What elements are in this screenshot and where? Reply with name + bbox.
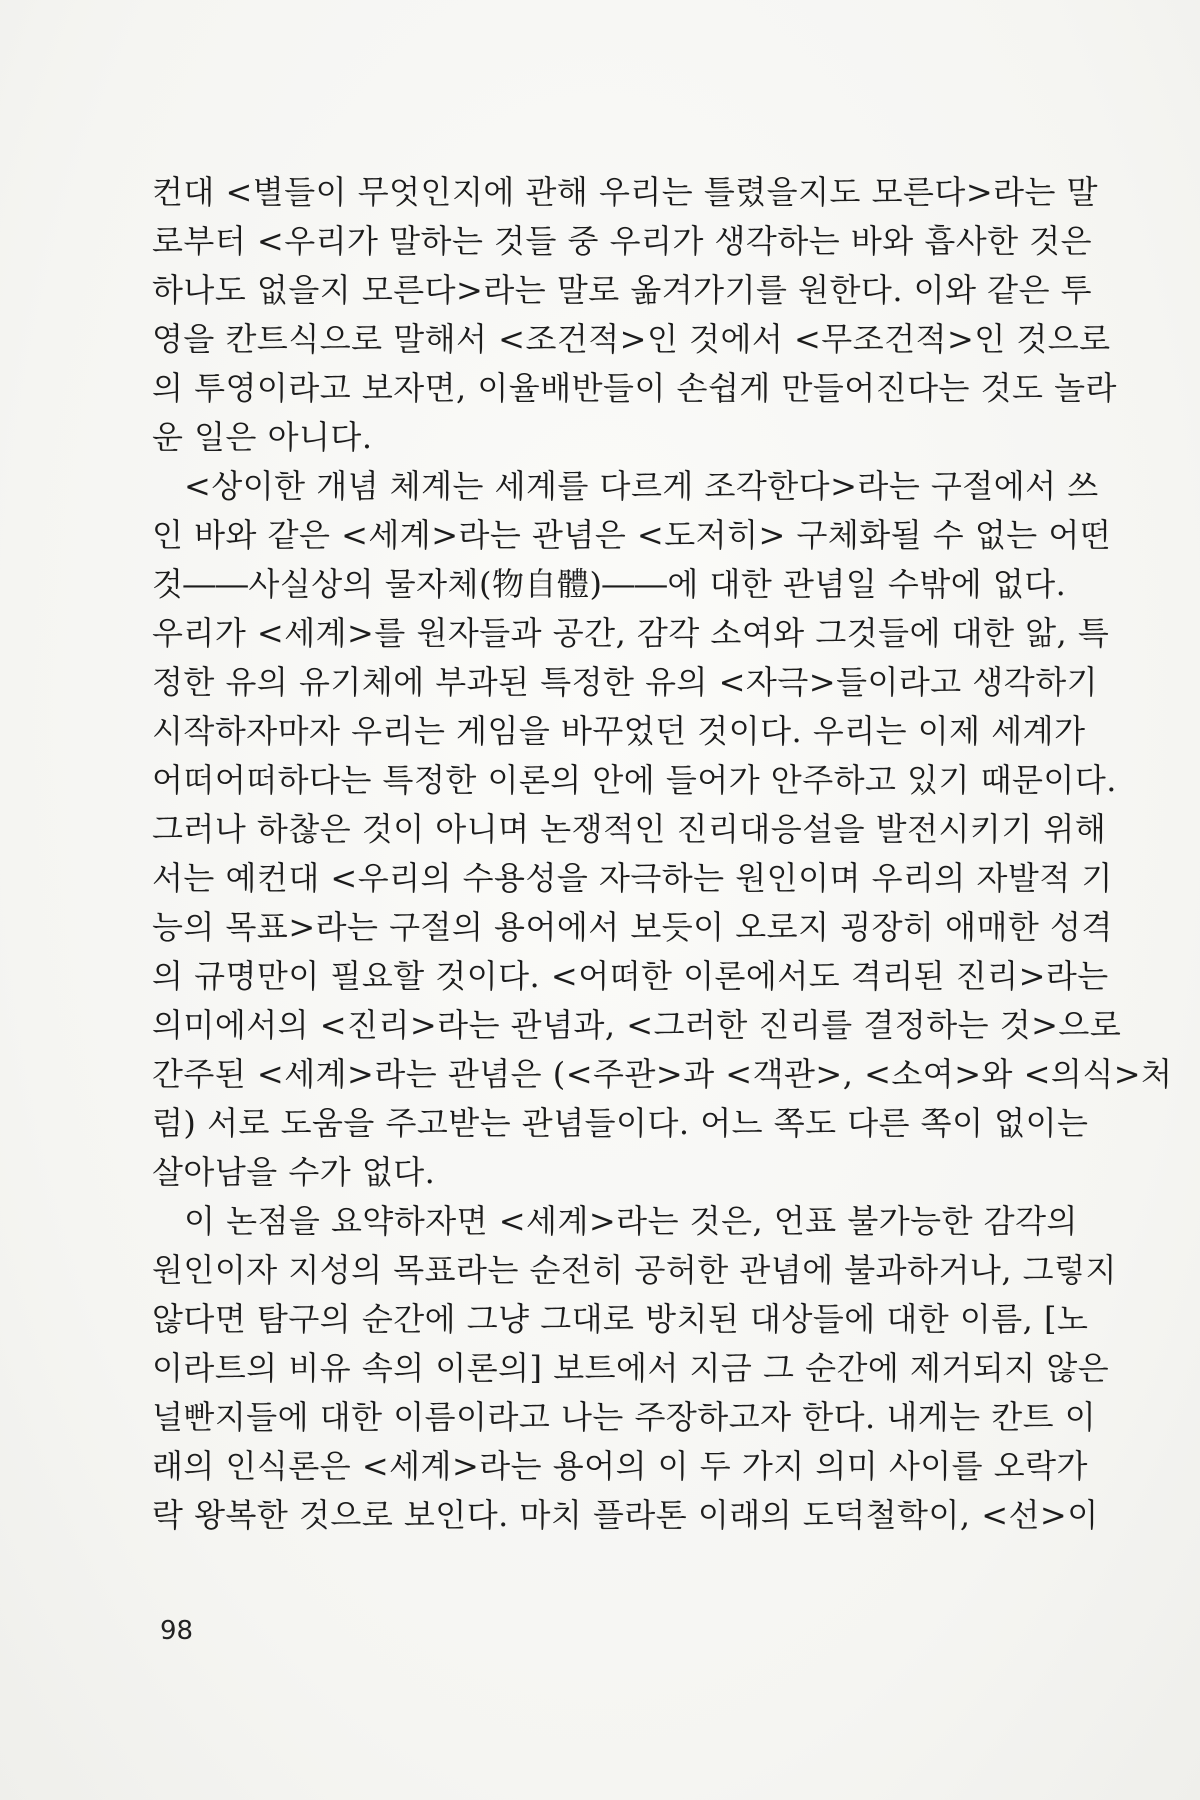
text-line: 간주된 <세계>라는 관념은 (<주관>과 <객관>, <소여>와 <의식>처 — [152, 1055, 1173, 1093]
text-line: 하나도 없을지 모른다>라는 말로 옮겨가기를 원한다. 이와 같은 투 — [152, 271, 1093, 309]
text-line: 서는 예컨대 <우리의 수용성을 자극하는 원인이며 우리의 자발적 기 — [152, 859, 1113, 897]
text-line: 의 규명만이 필요할 것이다. <어떠한 이론에서도 격리된 진리>라는 — [152, 957, 1109, 995]
text-line: 것――사실상의 물자체(物自體)――에 대한 관념일 수밖에 없다. — [152, 565, 1067, 603]
text-line: 정한 유의 유기체에 부과된 특정한 유의 <자극>들이라고 생각하기 — [152, 663, 1099, 701]
text-line: 래의 인식론은 <세계>라는 용어의 이 두 가지 의미 사이를 오락가 — [152, 1447, 1088, 1485]
text-line: 어떠어떠하다는 특정한 이론의 안에 들어가 안주하고 있기 때문이다. — [152, 761, 1117, 799]
paragraph-start-line: <상이한 개념 체계는 세계를 다르게 조각한다>라는 구절에서 쓰 — [184, 467, 1099, 505]
text-line: 의미에서의 <진리>라는 관념과, <그러한 진리를 결정하는 것>으로 — [152, 1006, 1122, 1044]
text-line: 않다면 탐구의 순간에 그냥 그대로 방치된 대상들에 대한 이름, [노 — [152, 1300, 1089, 1338]
text-line: 락 왕복한 것으로 보인다. 마치 플라톤 이래의 도덕철학이, <선>이 — [152, 1496, 1099, 1534]
text-line: 의 투영이라고 보자면, 이율배반들이 손쉽게 만들어진다는 것도 놀라 — [152, 369, 1117, 407]
text-line: 컨대 <별들이 무엇인지에 관해 우리는 틀렸을지도 모른다>라는 말 — [152, 173, 1099, 211]
text-line: 살아남을 수가 없다. — [152, 1153, 436, 1191]
text-line: 그러나 하찮은 것이 아니며 논쟁적인 진리대응설을 발전시키기 위해 — [152, 810, 1107, 848]
text-line: 로부터 <우리가 말하는 것들 중 우리가 생각하는 바와 흡사한 것은 — [152, 222, 1093, 260]
text-line: 인 바와 같은 <세계>라는 관념은 <도저히> 구체화될 수 없는 어떤 — [152, 516, 1112, 554]
text-line: 널빤지들에 대한 이름이라고 나는 주장하고자 한다. 내게는 칸트 이 — [152, 1398, 1097, 1436]
text-line: 럼) 서로 도움을 주고받는 관념들이다. 어느 쪽도 다른 쪽이 없이는 — [152, 1104, 1089, 1142]
paragraph-start-line: 이 논점을 요약하자면 <세계>라는 것은, 언표 불가능한 감각의 — [184, 1202, 1078, 1240]
text-line: 운 일은 아니다. — [152, 418, 373, 456]
page-number: 98 — [160, 1616, 194, 1646]
text-line: 영을 칸트식으로 말해서 <조건적>인 것에서 <무조건적>인 것으로 — [152, 320, 1111, 358]
text-line: 이라트의 비유 속의 이론의] 보트에서 지금 그 순간에 제거되지 않은 — [152, 1349, 1110, 1387]
text-line: 시작하자마자 우리는 게임을 바꾸었던 것이다. 우리는 이제 세계가 — [152, 712, 1086, 750]
text-line: 능의 목표>라는 구절의 용어에서 보듯이 오로지 굉장히 애매한 성격 — [152, 908, 1113, 946]
body-text — [152, 168, 1173, 1540]
text-line: 원인이자 지성의 목표라는 순전히 공허한 관념에 불과하거나, 그렇지 — [152, 1251, 1117, 1289]
text-line: 우리가 <세계>를 원자들과 공간, 감각 소여와 그것들에 대한 앎, 특 — [152, 614, 1110, 652]
